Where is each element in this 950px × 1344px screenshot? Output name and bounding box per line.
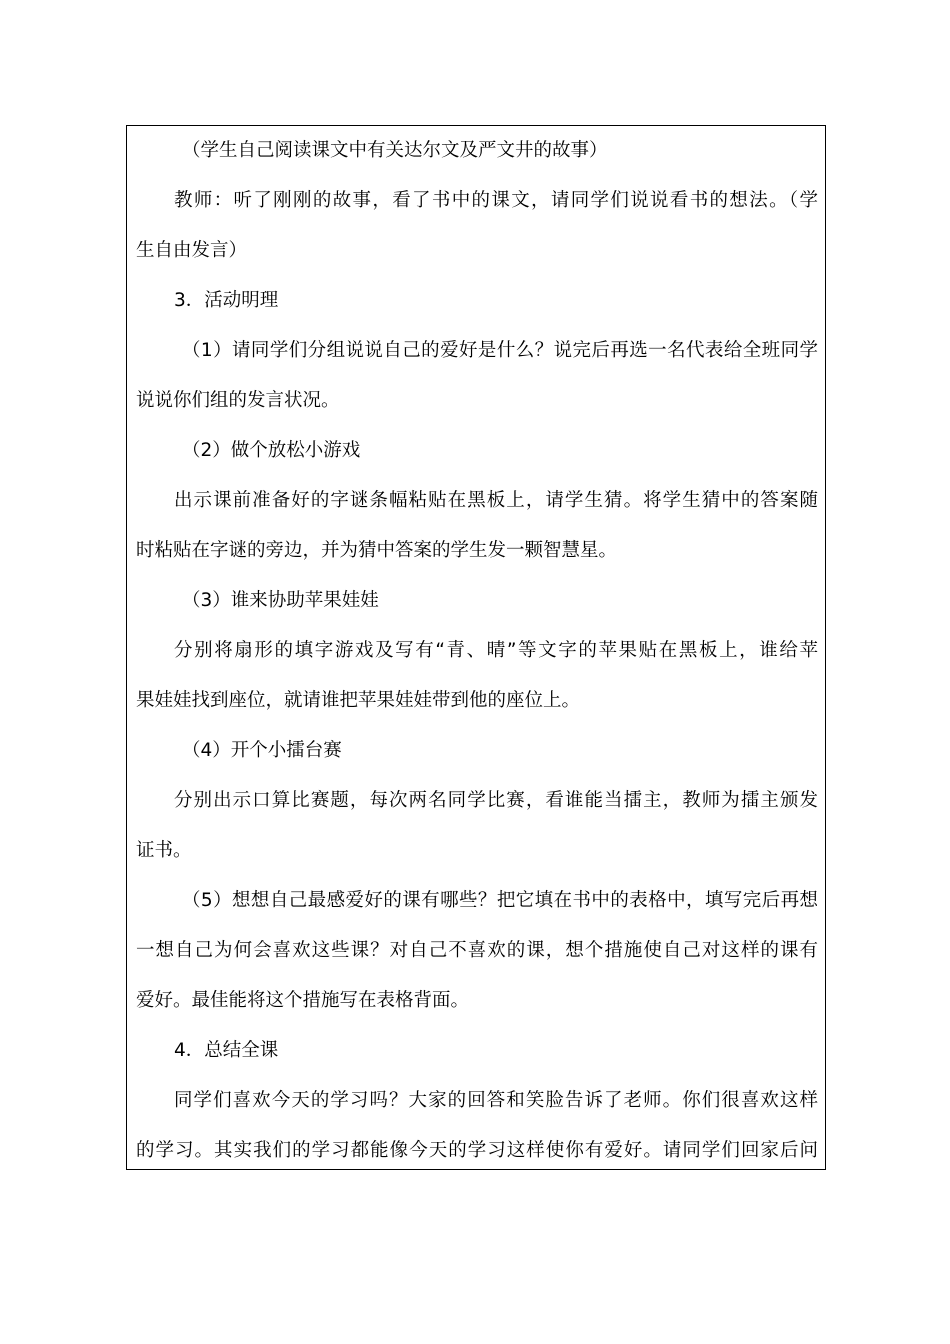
- paragraph-line: 证书。: [136, 840, 192, 861]
- paragraph-line: 果娃娃找到座位，就请谁把苹果娃娃带到他的座位上。: [136, 690, 581, 711]
- paragraph-line: 时粘贴在字谜的旁边，并为猜中答案的学生发一颗智慧星。: [136, 540, 618, 561]
- paragraph-line: 爱好。最佳能将这个措施写在表格背面。: [136, 990, 470, 1011]
- document-frame: [126, 125, 826, 1170]
- subheading: （4）开个小擂台赛: [182, 740, 342, 761]
- paragraph-line: 出示课前准备好的字谜条幅粘贴在黑板上，请学生猜。将学生猜中的答案随: [174, 490, 818, 511]
- section-heading: 4．总结全课: [174, 1040, 279, 1061]
- subheading: （2）做个放松小游戏: [182, 440, 361, 461]
- paragraph-line: 生自由发言）: [136, 240, 248, 261]
- paragraph-line: 说说你们组的发言状况。: [136, 390, 340, 411]
- paragraph-line: 分别将扇形的填字游戏及写有“青、晴”等文字的苹果贴在黑板上，谁给苹: [174, 640, 818, 661]
- subheading: （3）谁来协助苹果娃娃: [182, 590, 379, 611]
- paragraph-line: 教师：听了刚刚的故事，看了书中的课文，请同学们说说看书的想法。（学: [174, 190, 818, 211]
- paragraph-line: 分别出示口算比赛题，每次两名同学比赛，看谁能当擂主，教师为擂主颁发: [174, 790, 818, 811]
- paragraph-line: 一想自己为何会喜欢这些课？对自己不喜欢的课，想个措施使自己对这样的课有: [136, 940, 818, 961]
- paragraph-line: 同学们喜欢今天的学习吗？大家的回答和笑脸告诉了老师。你们很喜欢这样: [174, 1090, 818, 1111]
- section-heading: 3．活动明理: [174, 290, 279, 311]
- paragraph-line: （5）想想自己最感爱好的课有哪些？把它填在书中的表格中，填写完后再想: [182, 890, 818, 911]
- paragraph-line: 的学习。其实我们的学习都能像今天的学习这样使你有爱好。请同学们回家后问: [136, 1140, 818, 1161]
- paragraph-line: （1）请同学们分组说说自己的爱好是什么？说完后再选一名代表给全班同学: [182, 340, 818, 361]
- paragraph-line: （学生自己阅读课文中有关达尔文及严文井的故事）: [182, 140, 608, 161]
